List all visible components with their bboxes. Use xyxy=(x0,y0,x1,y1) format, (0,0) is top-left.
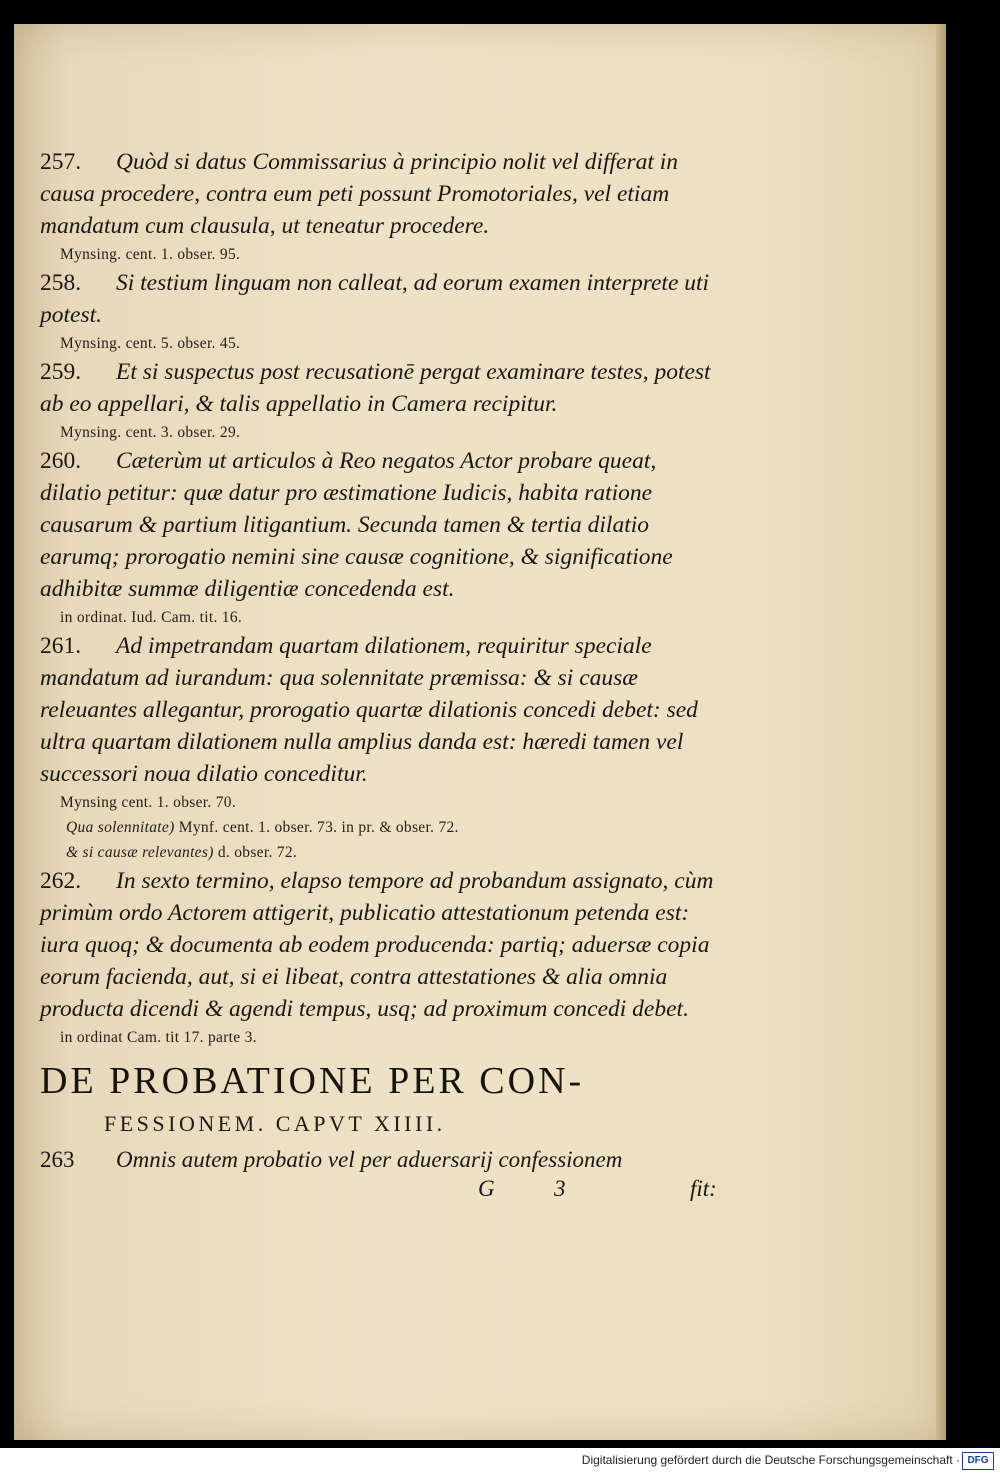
entry-257 xyxy=(40,146,720,242)
entry-number: 257. xyxy=(40,149,82,175)
signature-number: 3 xyxy=(554,1176,566,1201)
annotation-qua-solennitate xyxy=(40,815,720,840)
signature-letter: G xyxy=(478,1176,495,1201)
annotation-reference: Mynf. cent. 1. obser. 73. in pr. & obser. 72. xyxy=(178,819,459,836)
citation-262: in ordinat Cam. tit 17. parte 3. xyxy=(60,1029,257,1046)
book-page xyxy=(14,24,946,1440)
entry-number: 259. xyxy=(40,359,82,385)
entry-text: Quòd si datus Commissarius à principio nolit vel differat in causa procedere, contra eum peti possunt Promotoriales, vel etiam mandatum cum clausula, ut teneatur procedere. xyxy=(40,149,679,239)
chapter-heading: DE PROBATIONE PER CON- xyxy=(40,1060,585,1102)
entry-number: 260. xyxy=(40,448,82,474)
citation-260: in ordinat. Iud. Cam. tit. 16. xyxy=(60,609,243,626)
catchword: fit: xyxy=(690,1176,717,1201)
entry-number: 263 xyxy=(40,1147,75,1172)
digitization-footer xyxy=(0,1448,1000,1474)
signature-line xyxy=(40,1176,720,1208)
annotation-si-causae xyxy=(40,840,720,865)
dfg-logo: DFG xyxy=(962,1452,994,1470)
entry-263 xyxy=(40,1144,720,1176)
entry-259 xyxy=(40,356,720,420)
entry-text: Omnis autem probatio vel per aduersarij confessionem xyxy=(116,1147,623,1172)
entry-text: Et si suspectus post recusationē pergat examinare testes, potest ab eo appellari, & talis appellatio in Camera recipitur. xyxy=(40,359,711,417)
annotation-lemma: Qua solennitate) xyxy=(66,819,175,836)
entry-262 xyxy=(40,865,720,1025)
citation-257: Mynsing. cent. 1. obser. 95. xyxy=(60,246,241,263)
entry-261 xyxy=(40,630,720,790)
citation-259: Mynsing. cent. 3. obser. 29. xyxy=(60,424,241,441)
funding-credit: Digitalisierung gefördert durch die Deutsche Forschungsgemeinschaft · xyxy=(581,1453,960,1467)
entry-text: Si testium linguam non calleat, ad eorum examen interprete uti potest. xyxy=(40,270,710,328)
page-edge xyxy=(936,24,946,1440)
entry-258 xyxy=(40,267,720,331)
entry-text: Ad impetrandam quartam dilationem, requiritur speciale mandatum ad iurandum: qua solennitate præmissa: & si causæ releuantes allegantur, prorogatio quartæ dilationis concedi debet: sed ultra quartam dilationem nulla amplius danda est: hæredi tamen vel successori noua dilatio conceditur. xyxy=(40,633,698,787)
entry-number: 262. xyxy=(40,868,82,894)
entry-260 xyxy=(40,445,720,605)
chapter-subheading: FESSIONEM. CAPVT XIIII. xyxy=(104,1111,446,1136)
citation-261: Mynsing cent. 1. obser. 70. xyxy=(60,794,237,811)
entry-text: Cæterùm ut articulos à Reo negatos Actor probare queat, dilatio petitur: quæ datur pro æstimatione Iudicis, habita ratione causarum & partium litigantium. Secunda tamen & tertia dilatio earumq; prorogatio nemini sine causæ cognitione, & significatione adhibitæ summæ diligentiæ concedenda est. xyxy=(40,448,673,602)
annotation-lemma: & si causæ relevantes) xyxy=(66,844,214,861)
annotation-reference: d. obser. 72. xyxy=(217,844,298,861)
citation-258: Mynsing. cent. 5. obser. 45. xyxy=(60,335,241,352)
entry-number: 258. xyxy=(40,270,82,296)
page-text xyxy=(40,146,720,1208)
entry-number: 261. xyxy=(40,633,82,659)
entry-text: In sexto termino, elapso tempore ad probandum assignato, cùm primùm ordo Actorem attigerit, publicatio attestationum petenda est: iura quoq; & documenta ab eodem producenda: partiq; aduersæ copia eorum facienda, aut, si ei libeat, contra attestationes & alia omnia producta dicendi & agendi tempus, usq; ad proximum concedi debet. xyxy=(40,868,714,1022)
